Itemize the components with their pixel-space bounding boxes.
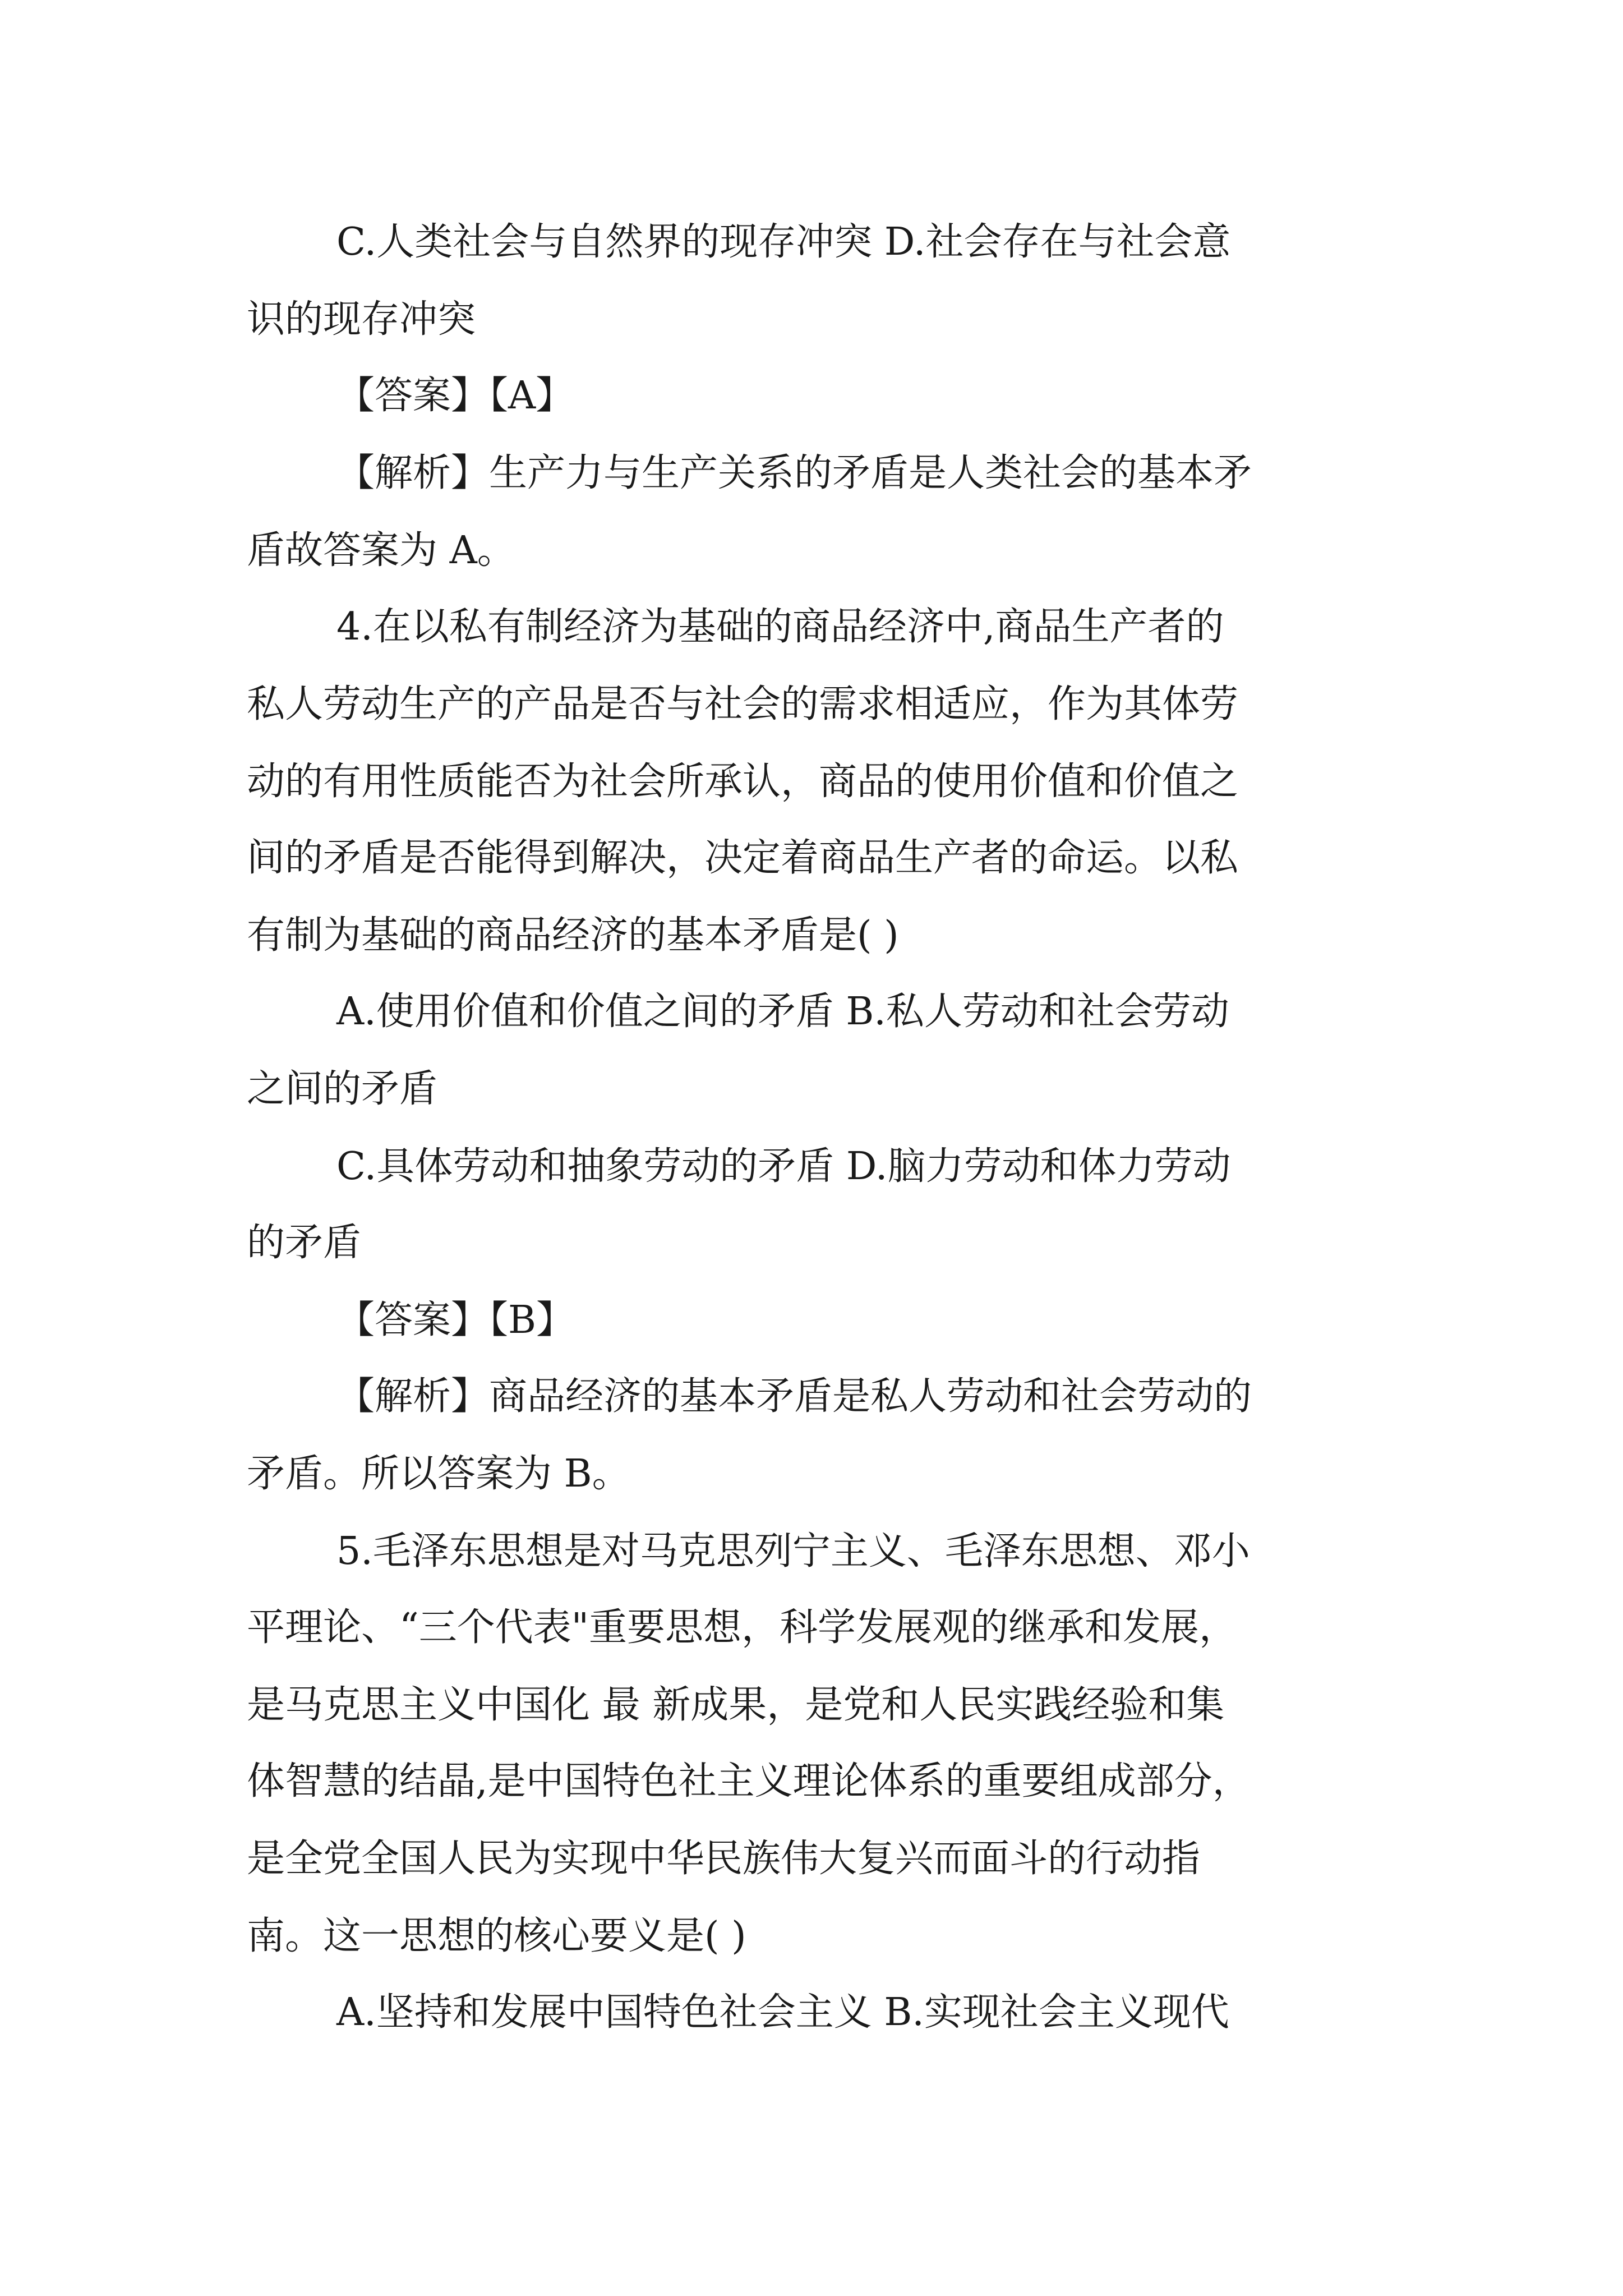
question-5-line-3: 是马克思主义中国化 最 新成果，是党和人民实践经验和集 [247,1683,1225,1727]
option-line-continued: 的矛盾 [247,1221,362,1265]
option-line-continued: 识的现存冲突 [247,297,476,342]
question-5-line-6: 南。这一思想的核心要义是( ) [247,1914,746,1958]
question-4-line-2: 私人劳动生产的产品是否与社会的需求相适应，作为其体劳 [247,682,1239,726]
option-line-continued: 之间的矛盾 [247,1067,438,1111]
question-4-line-4: 间的矛盾是否能得到解决，决定着商品生产者的命运。以私 [247,836,1239,880]
option-line-c-d: C.人类社会与自然界的现存冲突 D.社会存在与社会意 [336,220,1231,264]
option-line-a-b: A.使用价值和价值之间的矛盾 B.私人劳动和社会劳动 [336,990,1229,1034]
analysis-line-continued: 矛盾。所以答案为 B。 [247,1452,630,1496]
option-line-c-d: C.具体劳动和抽象劳动的矛盾 D.脑力劳动和体力劳动 [336,1144,1231,1189]
answer-line: 【答案】【A】 [336,374,574,418]
analysis-line: 【解析】生产力与生产关系的矛盾是人类社会的基本矛 [336,451,1252,495]
question-5-line-4: 体智慧的结晶,是中国特色社主义理论体系的重要组成部分， [247,1759,1251,1803]
answer-line: 【答案】【B】 [336,1298,574,1342]
question-5-line-2: 平理论、“三个代表"重要思想，科学发展观的继承和发展， [247,1605,1238,1650]
question-5-line-1: 5.毛泽东思想是对马克思列宁主义、毛泽东思想、邓小 [336,1529,1250,1573]
question-4-line-1: 4.在以私有制经济为基础的商品经济中,商品生产者的 [336,605,1224,649]
analysis-line: 【解析】商品经济的基本矛盾是私人劳动和社会劳动的 [336,1374,1252,1419]
analysis-line-continued: 盾故答案为 A。 [247,528,515,573]
question-5-line-5: 是全党全国人民为实现中华民族伟大复兴而面斗的行动指 [247,1837,1201,1881]
question-4-line-5: 有制为基础的商品经济的基本矛盾是( ) [247,913,899,958]
question-4-line-3: 动的有用性质能否为社会所承认，商品的使用价值和价值之 [247,760,1239,804]
option-line-a-b: A.坚持和发展中国特色社会主义 B.实现社会主义现代 [336,1990,1229,2035]
